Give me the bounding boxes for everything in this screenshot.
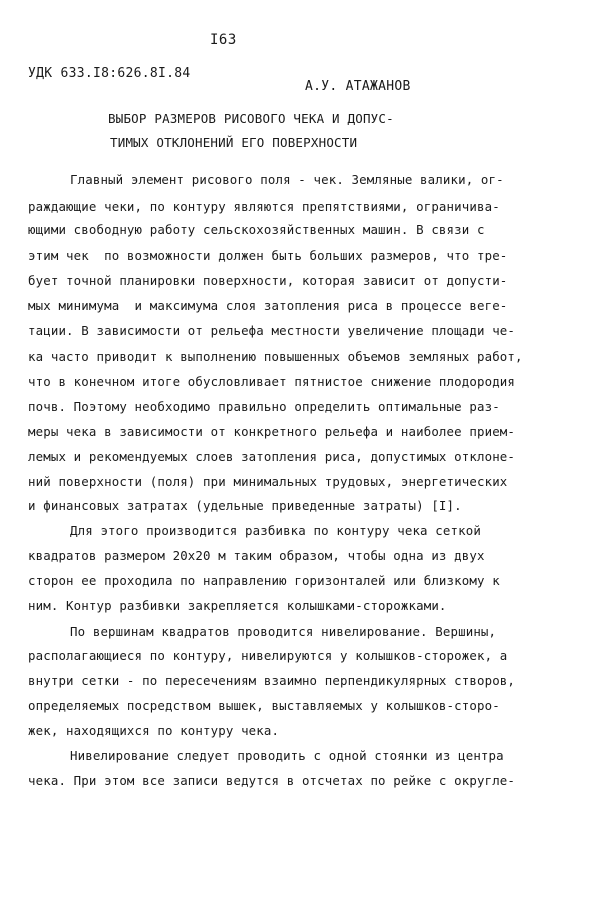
body-line: сторон ее проходила по направлению горизонталей или близкому к <box>28 573 500 588</box>
body-line: почв. Поэтому необходимо правильно определить оптимальные раз- <box>28 399 500 414</box>
body-line: Нивелирование следует проводить с одной стоянки из центра <box>70 748 504 763</box>
body-line: меры чека в зависимости от конкретного рельефа и наиболее прием- <box>28 424 516 439</box>
page-number: I63 <box>210 32 237 48</box>
title-line: ВЫБОР РАЗМЕРОВ РИСОВОГО ЧЕКА И ДОПУС- <box>108 111 394 126</box>
body-line: жек, находящихся по контуру чека. <box>28 723 280 738</box>
body-line: определяемых посредством вышек, выставляемых у колышков-сторо- <box>28 698 500 713</box>
body-line: Главный элемент рисового поля - чек. Земляные валики, ог- <box>70 172 504 187</box>
title-line: ТИМЫХ ОТКЛОНЕНИЙ ЕГО ПОВЕРХНОСТИ <box>110 135 358 150</box>
body-line: тации. В зависимости от рельефа местности увеличение площади че- <box>28 323 516 338</box>
body-line: ний поверхности (поля) при минимальных трудовых, энергетических <box>28 474 508 489</box>
body-line: бует точной планировки поверхности, которая зависит от допусти- <box>28 273 508 288</box>
body-line: чека. При этом все записи ведутся в отсчетах по рейке с округле- <box>28 773 516 788</box>
body-line: ющими свободную работу сельскохозяйственных машин. В связи с <box>28 222 485 237</box>
body-line: ка часто приводит к выполнению повышенных объемов земляных работ, <box>28 349 523 364</box>
body-line: мых минимума и максимума слоя затопления риса в процессе веге- <box>28 298 508 313</box>
body-line: этим чек по возможности должен быть больших размеров, что тре- <box>28 248 508 263</box>
body-line: Для этого производится разбивка по контуру чека сеткой <box>70 523 481 538</box>
body-line: раждающие чеки, по контуру являются препятствиями, ограничива- <box>28 199 500 214</box>
body-line: ним. Контур разбивки закрепляется колышками-сторожками. <box>28 598 447 613</box>
body-line: что в конечном итоге обусловливает пятнистое снижение плодородия <box>28 374 516 389</box>
article-title <box>108 107 394 155</box>
body-line: По вершинам квадратов проводится нивелирование. Вершины, <box>70 624 497 639</box>
body-line: располагающиеся по контуру, нивелируются у колышков-сторожек, а <box>28 648 508 663</box>
body-line: лемых и рекомендуемых слоев затопления риса, допустимых отклоне- <box>28 449 516 464</box>
body-line: внутри сетки - по пересечениям взаимно перпендикулярных створов, <box>28 673 516 688</box>
body-line: и финансовых затратах (удельные приведенные затраты) [I]. <box>28 498 462 513</box>
author-name: А.У. АТАЖАНОВ <box>305 79 411 94</box>
body-line: квадратов размером 20х20 м таким образом, чтобы одна из двух <box>28 548 485 563</box>
udk-code: УДК 633.I8:626.8I.84 <box>28 66 191 81</box>
